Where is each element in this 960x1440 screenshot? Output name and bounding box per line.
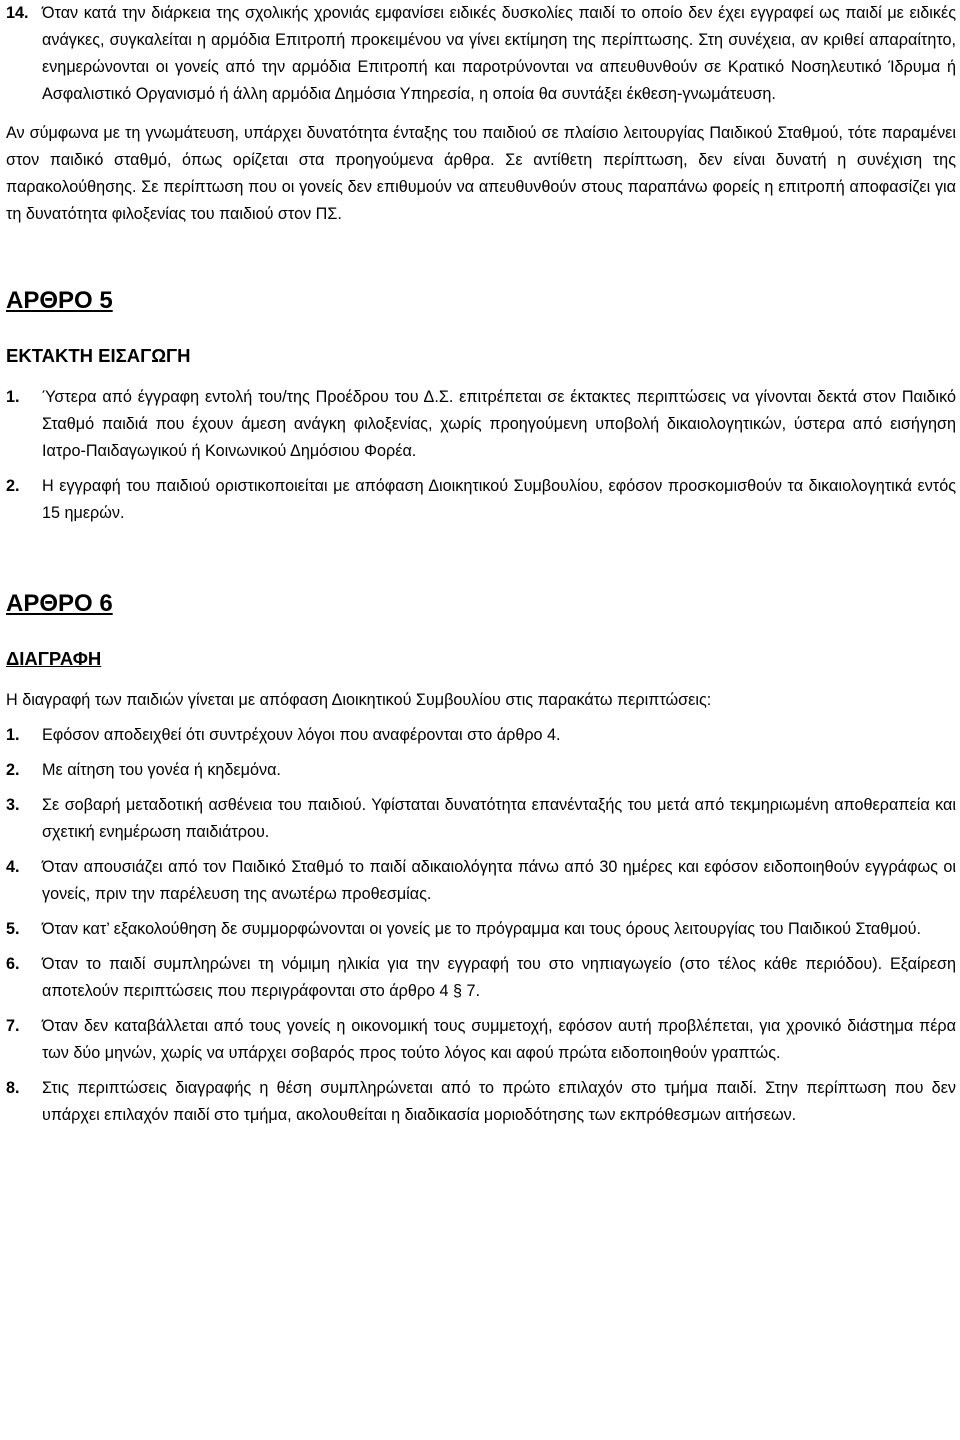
paragraph-assessment: Αν σύμφωνα με τη γνωμάτευση, υπάρχει δυνατότητα ένταξης του παιδιού σε πλαίσιο λειτουργίας Παιδικού Σταθμού, τότε παραμένει στον παιδικό σταθμό, όπως ορίζεται στα προηγούμενα άρθρα. Σε αντίθετη περίπτωση, δεν είναι δυνατή η συνέχιση της παρακολούθησης. Σε περίπτωση που οι γονείς δεν επιθυμούν να απευθυνθούν στους παραπάνω φορείς η επιτροπή αποφασίζει για τη δυνατότητα φιλοξενίας του παιδιού στον ΠΣ. — [6, 124, 956, 223]
list-item-14 — [6, 0, 956, 108]
list-item — [6, 792, 956, 846]
article-6-heading: ΑΡΘΡΟ 6 — [6, 590, 113, 617]
list-item — [6, 722, 956, 749]
list-item-text: Ύστερα από έγγραφη εντολή του/της Προέδρου του Δ.Σ. επιτρέπεται σε έκτακτες περιπτώσεις να γίνονται δεκτά στον Παιδικό Σταθμό παιδιά που έχουν άμεση ανάγκη φιλοξενίας, χωρίς προηγούμενη υποβολή δικαιολογητικών, ύστερα από εισήγηση Ιατρο-Παιδαγωγικού ή Κοινωνικού Δημόσιου Φορέα. — [42, 388, 956, 460]
list-item-number: 1. — [6, 726, 20, 744]
list-item-number: 5. — [6, 920, 20, 938]
list-item-number: 7. — [6, 1017, 20, 1035]
list-item — [6, 384, 956, 465]
list-item-number: 2. — [6, 761, 20, 779]
list-item-number: 14. — [6, 4, 29, 22]
list-item-number: 8. — [6, 1079, 20, 1097]
list-item-text: Όταν κατ’ εξακολούθηση δε συμμορφώνονται οι γονείς με το πρόγραμμα και τους όρους λειτουργίας του Παιδικού Σταθμού. — [42, 920, 921, 938]
list-item-text: Η εγγραφή του παιδιού οριστικοποιείται με απόφαση Διοικητικού Συμβουλίου, εφόσον προσκομισθούν τα δικαιολογητικά εντός 15 ημερών. — [42, 477, 956, 522]
list-item-text: Όταν απουσιάζει από τον Παιδικό Σταθμό το παιδί αδικαιολόγητα πάνω από 30 ημέρες και εφόσον ειδοποιηθούν εγγράφως οι γονείς, πριν την παρέλευση της ανωτέρω προθεσμίας. — [42, 858, 956, 903]
list-item-text: Όταν το παιδί συμπληρώνει τη νόμιμη ηλικία για την εγγραφή του στο νηπιαγωγείο (στο τέλος κάθε περιόδου). Εξαίρεση αποτελούν περιπτώσεις που περιγράφονται στο άρθρο 4 § 7. — [42, 955, 956, 1000]
article-5-subheading: ΕΚΤΑΚΤΗ ΕΙΣΑΓΩΓΗ — [6, 345, 191, 366]
list-item — [6, 1075, 956, 1129]
article-5-heading: ΑΡΘΡΟ 5 — [6, 287, 113, 314]
list-item-text: Με αίτηση του γονέα ή κηδεμόνα. — [42, 761, 281, 779]
list-item-text: Όταν δεν καταβάλλεται από τους γονείς η οικονομική τους συμμετοχή, εφόσον αυτή προβλέπεται, για χρονικό διάστημα πέρα των δύο μηνών, χωρίς να υπάρχει σοβαρός προς τούτο λόγος και αφού πρώτα ειδοποιηθούν γραπτώς. — [42, 1017, 956, 1062]
list-item — [6, 1013, 956, 1067]
list-item-number: 4. — [6, 858, 20, 876]
list-item — [6, 854, 956, 908]
list-item-number: 2. — [6, 477, 20, 495]
list-item-text: Στις περιπτώσεις διαγραφής η θέση συμπληρώνεται από το πρώτο επιλαχόν στο τμήμα παιδί. Στην περίπτωση που δεν υπάρχει επιλαχόν παιδί στο τμήμα, ακολουθείται η διαδικασία μοριοδότησης των εκπρόθεσμων αιτήσεων. — [42, 1079, 956, 1124]
list-item-text: Εφόσον αποδειχθεί ότι συντρέχουν λόγοι που αναφέρονται στο άρθρο 4. — [42, 726, 561, 744]
list-item-number: 1. — [6, 388, 20, 406]
document-page — [6, 0, 956, 1129]
list-item — [6, 757, 956, 784]
list-item-text: Όταν κατά την διάρκεια της σχολικής χρονιάς εμφανίσει ειδικές δυσκολίες παιδί το οποίο δεν έχει εγγραφεί ως παιδί με ειδικές ανάγκες, συγκαλείται η αρμόδια Επιτροπή προκειμένου να γίνει εκτίμηση της περίπτωσης. Στη συνέχεια, αν κριθεί απαραίτητο, ενημερώνονται οι γονείς από την αρμόδια Επιτροπή και παροτρύνονται να απευθυνθούν σε Κρατικό Νοσηλευτικό Ίδρυμα ή Ασφαλιστικό Οργανισμό ή άλλη αρμόδια Δημόσια Υπηρεσία, η οποία θα συντάξει έκθεση-γνωμάτευση. — [42, 4, 956, 103]
article-6-subheading: ΔΙΑΓΡΑΦΗ — [6, 648, 102, 669]
list-item-number: 6. — [6, 955, 20, 973]
list-item — [6, 473, 956, 527]
list-item-number: 3. — [6, 796, 20, 814]
list-item — [6, 951, 956, 1005]
list-item — [6, 916, 956, 943]
article-6-intro: Η διαγραφή των παιδιών γίνεται με απόφαση Διοικητικού Συμβουλίου στις παρακάτω περιπτώσεις: — [6, 691, 712, 709]
list-item-text: Σε σοβαρή μεταδοτική ασθένεια του παιδιού. Υφίσταται δυνατότητα επανένταξής του μετά από τεκμηριωμένη αποθεραπεία και σχετική ενημέρωση παιδιάτρου. — [42, 796, 956, 841]
